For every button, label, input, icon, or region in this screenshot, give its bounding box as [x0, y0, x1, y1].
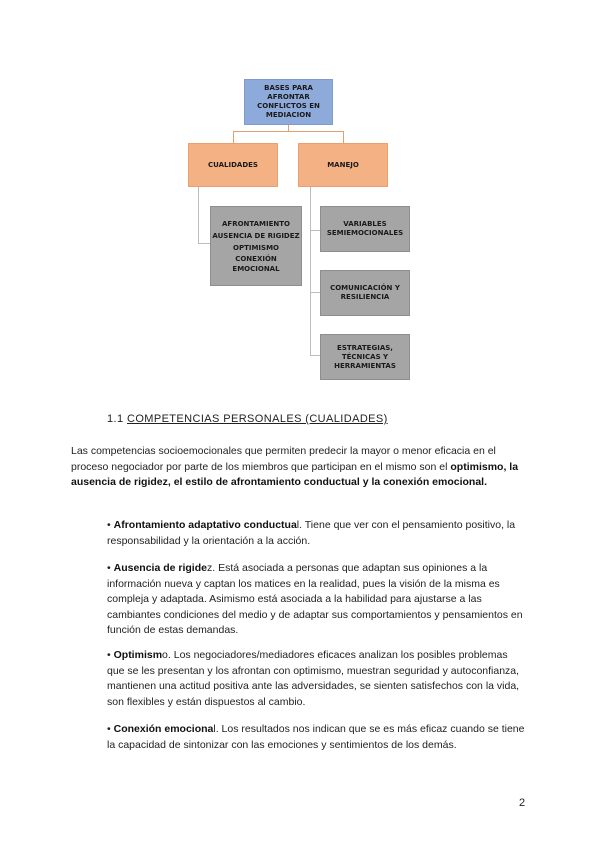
root-line: MEDIACION	[265, 111, 312, 119]
cualidad-item: EMOCIONAL	[232, 265, 280, 273]
page-number: 2	[519, 797, 526, 809]
manejo-item-line: VARIABLES	[343, 220, 387, 228]
bullet-title: Optimism	[113, 649, 163, 661]
bullet-optimismo	[107, 648, 527, 710]
manejo-item-node	[320, 206, 410, 252]
bullet-title-tail: o	[162, 649, 168, 661]
manejo-item-line: SEMIEMOCIONALES	[326, 229, 404, 237]
manejo-item-node	[320, 334, 410, 380]
connector	[198, 243, 210, 244]
cualidad-item: AFRONTAMIENTO	[222, 220, 290, 228]
manejo-item-line: COMUNICACIÓN Y	[330, 284, 400, 292]
section-title: COMPETENCIAS PERSONALES (CUALIDADES)	[126, 413, 388, 425]
cualidades-items-node	[210, 206, 302, 286]
bullet-text: . Los negociadores/mediadores eficaces analizan los posibles problemas que se les presentan y los afrontan con optimismo, muestran seguridad y autoconfianza, mantienen una actitud positiva ante las adversidades, se sienten satisfechos con la vida, son flexibles y están dispuestos al cambio.	[107, 649, 520, 708]
root-line: BASES PARA	[264, 84, 313, 92]
bullet-marker: •	[107, 723, 111, 735]
bullet-text: . Tiene que ver con el pensamiento positivo, la responsabilidad y la orientación a la acción.	[107, 519, 516, 547]
cualidad-item: CONEXIÓN	[235, 255, 277, 263]
root-node	[244, 79, 333, 125]
cualidades-label: CUALIDADES	[208, 160, 258, 169]
bullet-text: . Está asociada a personas que adaptan sus opiniones a la información nueva y captan los matices en la realidad, pues la visión de la misma es compleja y adaptada. Asimismo está asociada a la habilidad para ajustarse a las cambiantes condiciones del medio y de adaptar sus comportamientos y pensamientos en función de estas demandas.	[107, 562, 523, 636]
cualidades-node	[188, 143, 278, 187]
bullet-ausencia-rigidez	[107, 561, 527, 639]
bullet-marker: •	[107, 649, 111, 661]
bullet-title-tail: l	[213, 723, 216, 735]
manejo-label: MANEJO	[327, 160, 359, 169]
intro-bold-text: optimismo, la ausencia de rigidez, el estilo de afrontamiento conductual y la conexión emocional.	[71, 460, 519, 488]
connector	[310, 292, 320, 293]
cualidad-item: AUSENCIA DE RIGIDEZ	[212, 232, 300, 240]
manejo-item-line: TÉCNICAS Y	[341, 352, 389, 361]
bullet-title-tail: z	[206, 562, 213, 574]
intro-paragraph	[71, 444, 531, 491]
manejo-item-node	[320, 270, 410, 316]
connector	[198, 187, 199, 243]
bullet-title-tail: l	[296, 519, 300, 531]
cualidad-item: OPTIMISMO	[233, 244, 279, 252]
section-heading	[107, 412, 388, 428]
manejo-item-line: ESTRATEGIAS,	[337, 343, 393, 352]
connector	[310, 230, 320, 231]
connector	[233, 131, 343, 132]
bullet-marker: •	[107, 519, 111, 531]
bullet-marker: •	[107, 562, 111, 574]
connector	[233, 131, 234, 143]
connector	[343, 131, 344, 143]
bullet-title: Ausencia de rigide	[113, 562, 207, 574]
connector	[310, 355, 320, 356]
bullet-title: Conexión emociona	[113, 723, 214, 735]
manejo-item-line: HERRAMIENTAS	[334, 361, 396, 370]
manejo-node	[298, 143, 388, 187]
bullet-title: Afrontamiento adaptativo conductua	[113, 519, 297, 531]
bullet-afrontamiento	[107, 518, 527, 549]
conflict-bases-diagram	[0, 0, 600, 400]
root-line: AFRONTAR	[267, 93, 310, 101]
intro-text: Las competencias socioemocionales que permiten predecir la mayor o menor eficacia en el proceso negociador por parte de los miembros que participan en el mismo son el	[71, 445, 496, 473]
section-number: 1.1	[107, 413, 124, 425]
bullet-text: . Los resultados nos indican que se es más eficaz cuando se tiene la capacidad de sintonizar con las emociones y sentimientos de los demás.	[107, 723, 525, 751]
connector	[310, 187, 311, 355]
root-line: CONFLICTOS EN	[257, 102, 320, 110]
bullet-conexion-emocional	[107, 722, 527, 753]
manejo-item-line: RESILIENCIA	[340, 293, 390, 301]
